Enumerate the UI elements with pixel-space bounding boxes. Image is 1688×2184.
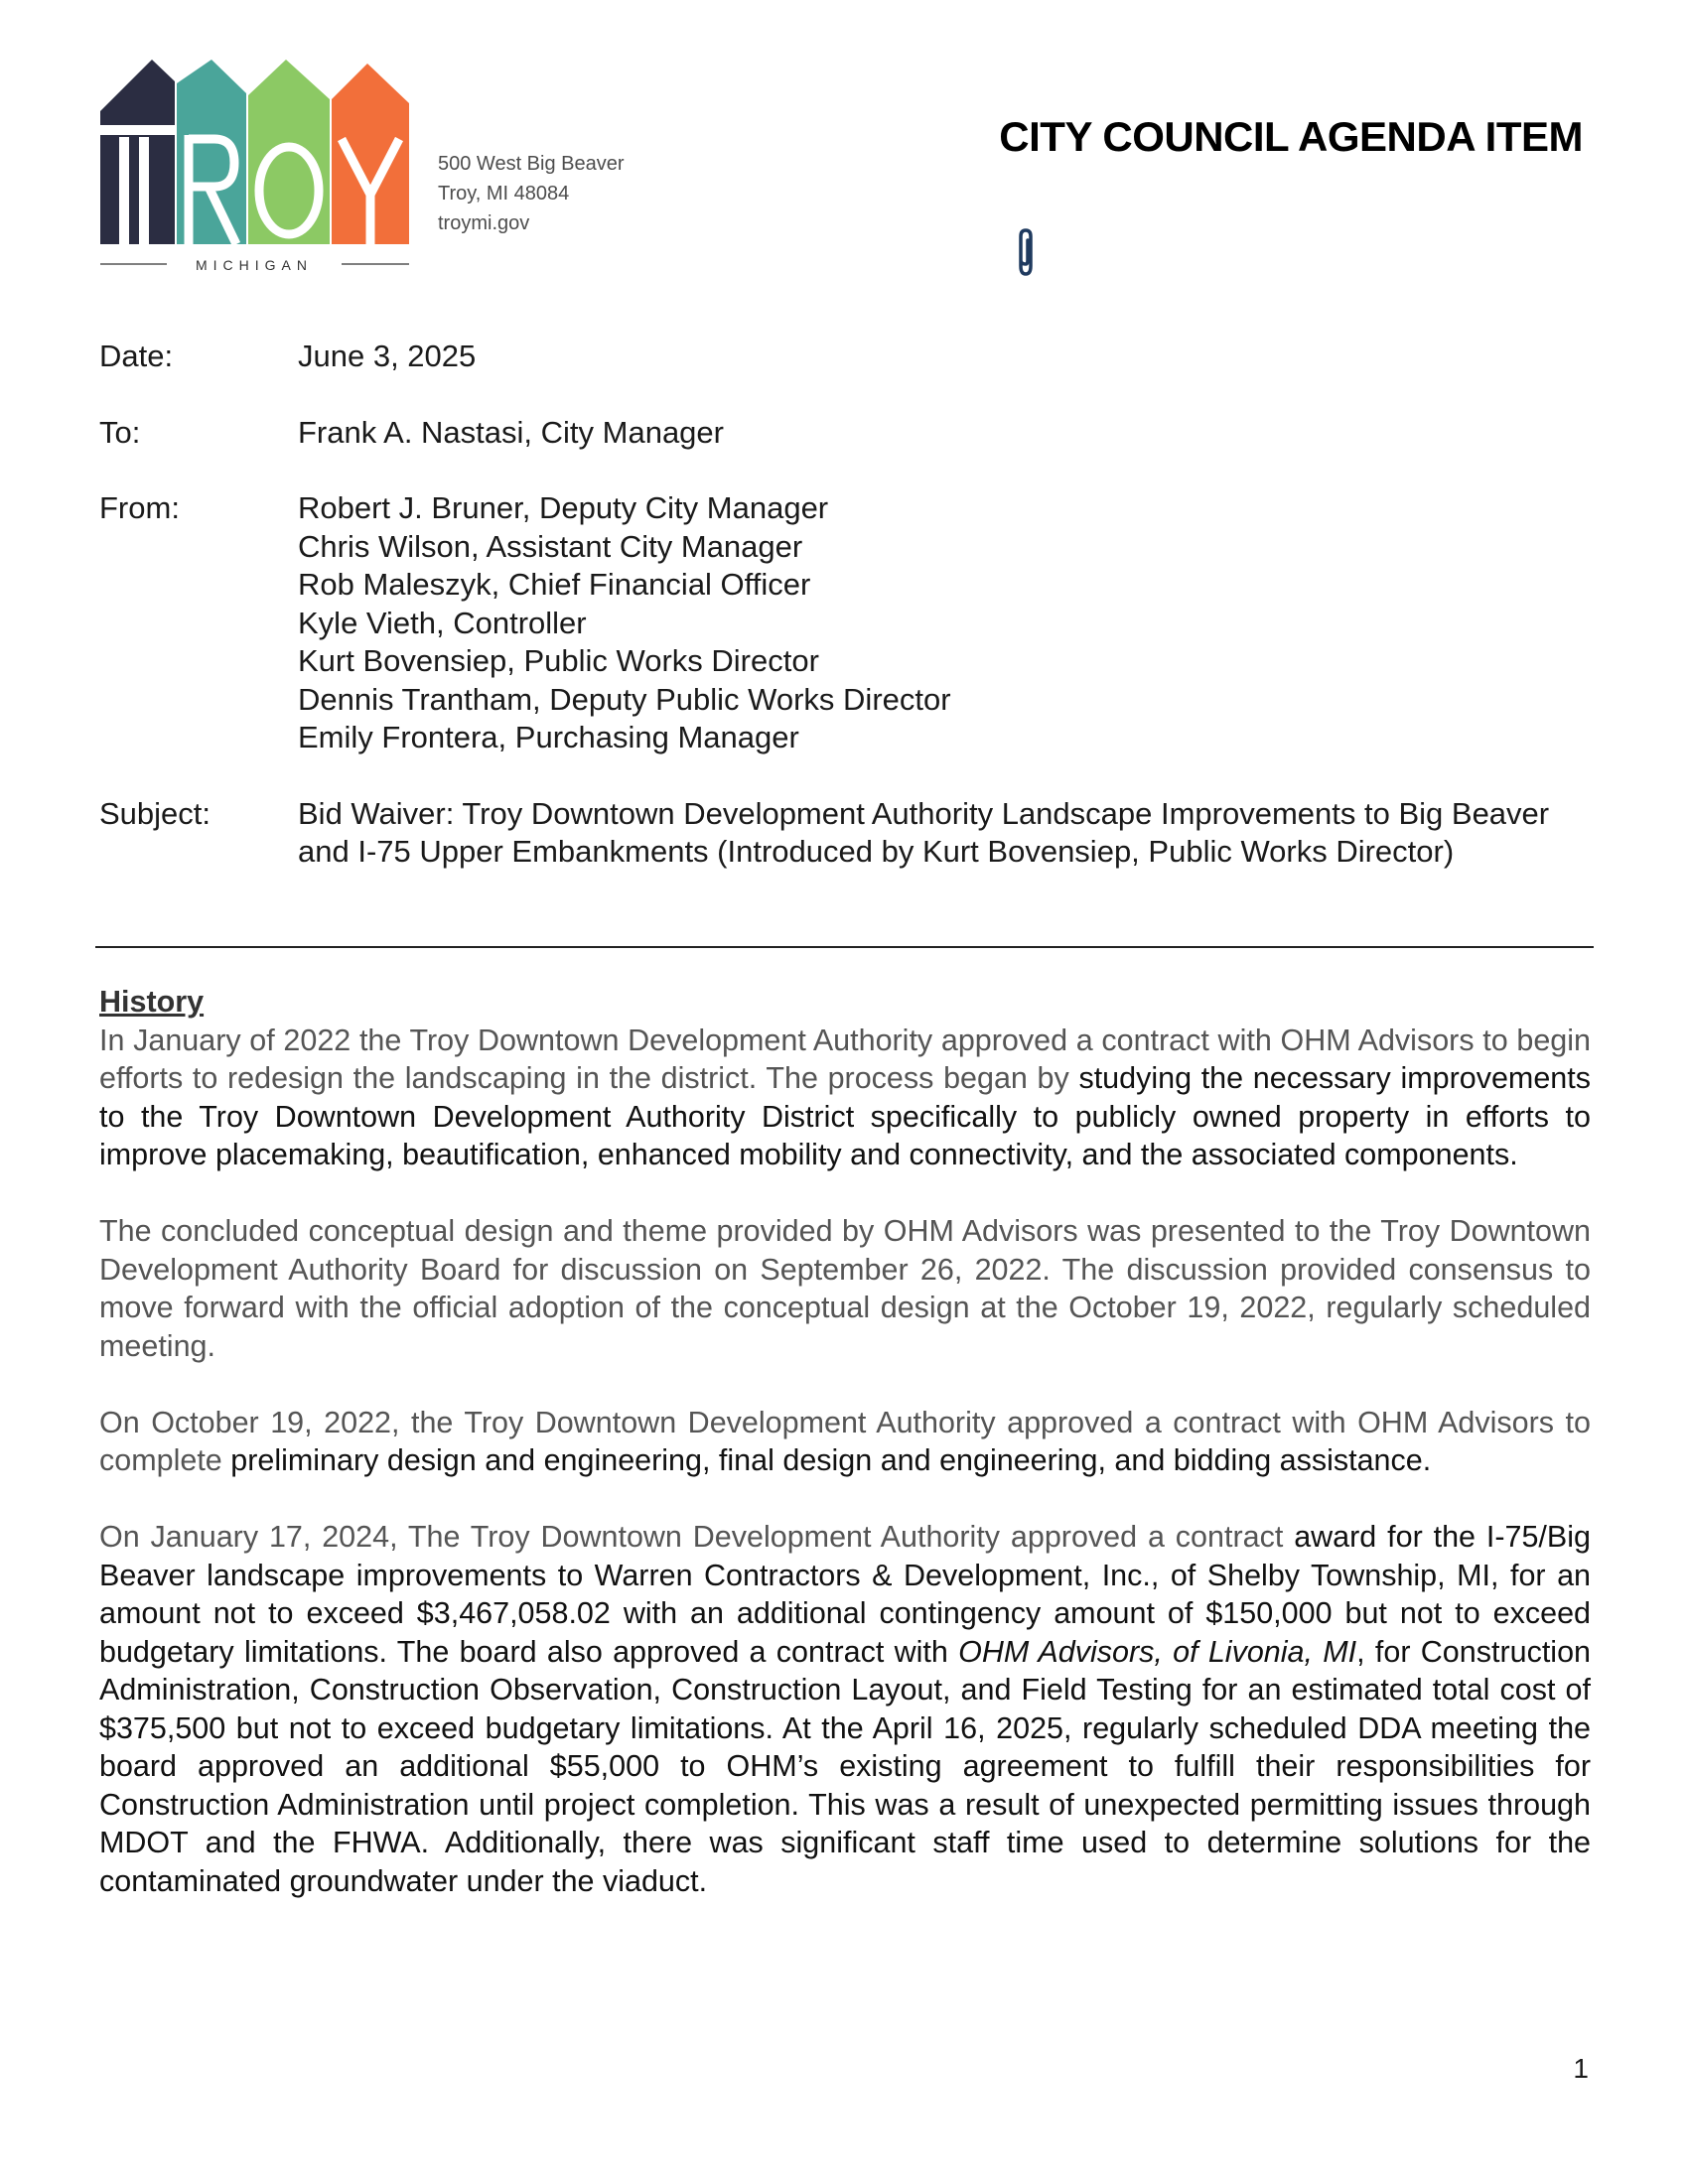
text-run: preliminary design and engineering, final design and engineering, and bidding assistance. bbox=[230, 1443, 1432, 1477]
to-value: Frank A. Nastasi, City Manager bbox=[298, 414, 724, 450]
text-run: In January of 2022 the Troy Downtown Development Authority approved a contract with OHM Advisors to begin efforts to redesign the landscaping in the district. The process began by bbox=[99, 1023, 1591, 1095]
date-value: June 3, 2025 bbox=[298, 339, 477, 373]
text-run: award for the I-75/Big Beaver landscape improvements to Warren Contractors & Development, Inc., of Shelby Township, MI, for an amount not to exceed $3,467,058.02 with an additional contingency amount of $150,000 but not to exceed budgetary limitations. The board also approved a contract with bbox=[99, 1520, 1591, 1669]
history-paragraph-2: The concluded conceptual design and theme provided by OHM Advisors was presented to the Troy Downtown Development Authority Board for discussion on September 26, 2022. The discussion provided consensus to move forward with the official adoption of the conceptual design at the October 19, 2022, regularly scheduled meeting. bbox=[99, 1214, 1591, 1363]
logo-house-t bbox=[100, 60, 175, 244]
agenda-title: CITY COUNCIL AGENDA ITEM bbox=[999, 113, 1583, 160]
subject-label: Subject: bbox=[99, 795, 211, 831]
text-run-italic: OHM Advisors, of Livonia, MI bbox=[958, 1634, 1357, 1669]
memo-subject-row bbox=[99, 795, 1589, 872]
text-run: On October 19, 2022, the Troy Downtown Development Authority approved a contract with OHM Advisors to complete bbox=[99, 1405, 1591, 1477]
from-name: Dennis Trantham, Deputy Public Works Director bbox=[298, 681, 951, 717]
history-paragraph-1 bbox=[99, 1022, 1591, 1174]
header-divider bbox=[95, 946, 1594, 948]
history-paragraph-4 bbox=[99, 1518, 1591, 1900]
text-run: studying the necessary improvements to the Troy Downtown Development Authority District specifically to publicly owned property in efforts to improve placemaking, beautification, enhanced mobility and connectivity, and the associated components. bbox=[99, 1061, 1591, 1171]
troy-logo bbox=[97, 56, 411, 274]
history-heading: History bbox=[99, 985, 205, 1019]
paperclip-icon[interactable] bbox=[1013, 226, 1039, 278]
subject-value: Bid Waiver: Troy Downtown Development Authority Landscape Improvements to Big Beaver and I-75 Upper Embankments (Introduced by Kurt Bovensiep, Public Works Director) bbox=[298, 795, 1550, 869]
page-number: 1 bbox=[1573, 2053, 1589, 2084]
from-name: Kyle Vieth, Controller bbox=[298, 605, 587, 640]
memo-from-row bbox=[99, 489, 1589, 757]
date-label: Date: bbox=[99, 339, 174, 373]
text-run: On January 17, 2024, The Troy Downtown Development Authority approved a contract bbox=[99, 1520, 1295, 1554]
to-label: To: bbox=[99, 414, 141, 450]
memo-to-row bbox=[99, 414, 1589, 453]
from-name: Chris Wilson, Assistant City Manager bbox=[298, 528, 803, 564]
address-website: troymi.gov bbox=[438, 212, 530, 234]
memo-header bbox=[99, 338, 1589, 909]
from-name: Robert J. Bruner, Deputy City Manager bbox=[298, 490, 829, 525]
from-name: Kurt Bovensiep, Public Works Director bbox=[298, 643, 819, 678]
memo-body bbox=[99, 983, 1591, 1939]
address-line-2: Troy, MI 48084 bbox=[438, 183, 570, 205]
logo-michigan-text: MICHIGAN bbox=[196, 257, 313, 273]
address-line-1: 500 West Big Beaver bbox=[438, 153, 625, 175]
text-run: , for Construction Administration, Construction Observation, Construction Layout, and Field Testing for an estimated total cost of $375,500 but not to exceed budgetary limitations. At the April 16, 2025, regularly scheduled DDA meeting the board approved an additional $55,000 to OHM’s existing agreement to fulfill their responsibilities for Construction Administration until project completion. This was a result of unexpected permitting issues through MDOT and the FHWA. Additionally, there was significant staff time used to determine solutions for the contaminated groundwater under the viaduct. bbox=[99, 1634, 1591, 1898]
from-label: From: bbox=[99, 490, 180, 525]
history-paragraph-3 bbox=[99, 1404, 1591, 1480]
from-list bbox=[298, 489, 1589, 757]
city-address bbox=[438, 149, 625, 238]
from-name: Emily Frontera, Purchasing Manager bbox=[298, 720, 799, 754]
memo-date-row bbox=[99, 338, 1589, 376]
from-name: Rob Maleszyk, Chief Financial Officer bbox=[298, 567, 811, 602]
